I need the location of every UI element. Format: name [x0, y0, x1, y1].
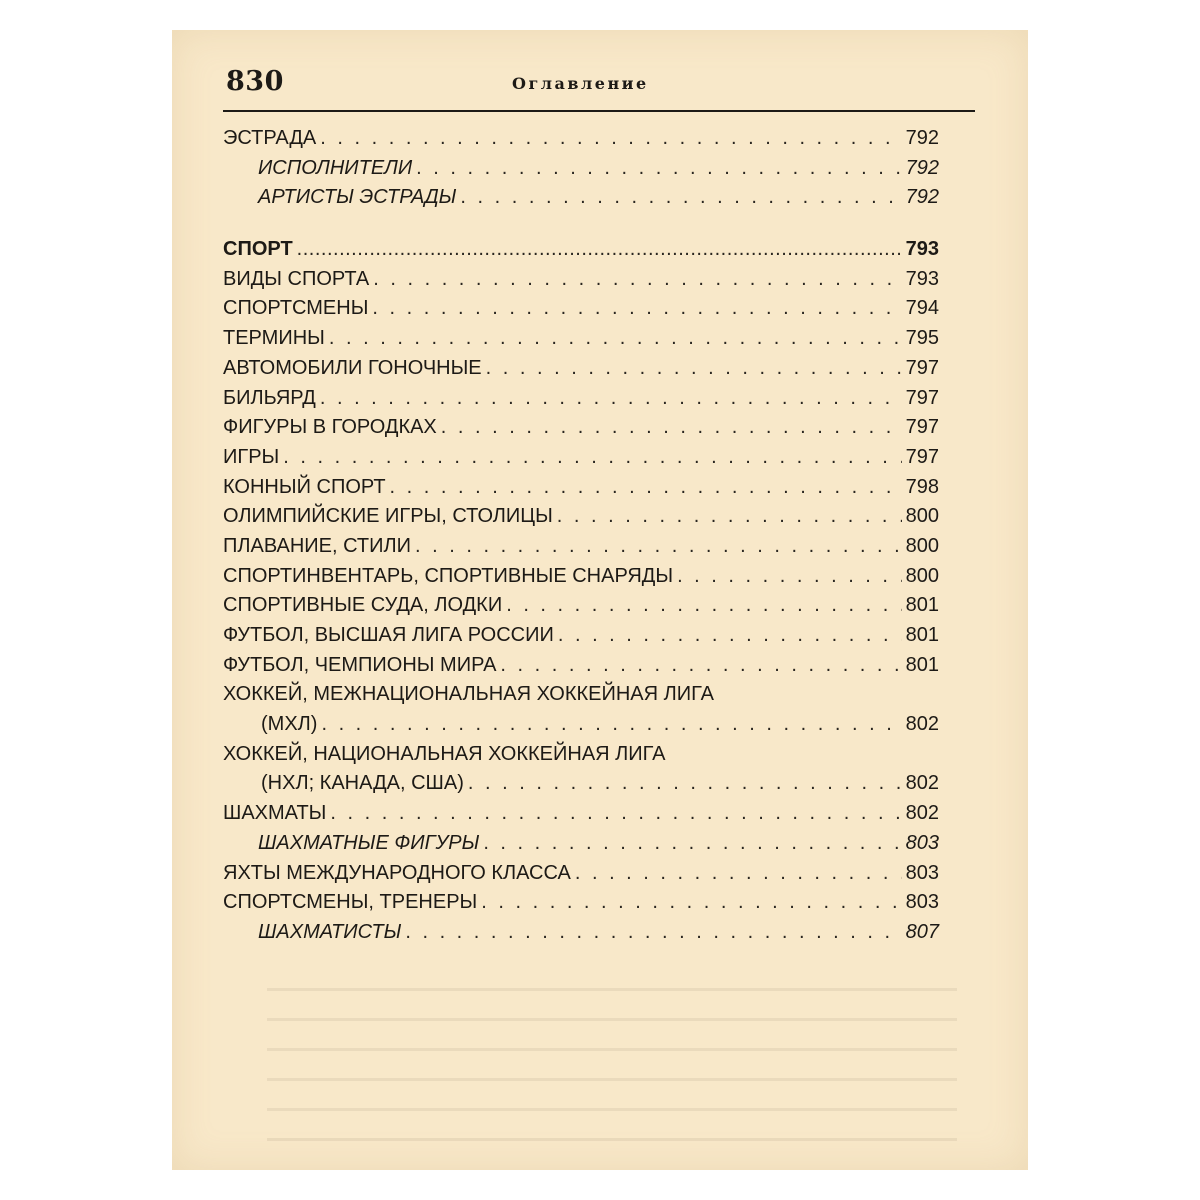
dot-leader: [297, 235, 902, 265]
toc-entry-hockey-nhl-continued: [223, 769, 939, 799]
toc-entry-sports-equipment: [223, 562, 939, 592]
dot-leader: [372, 294, 901, 324]
running-title: Оглавление: [512, 74, 649, 93]
entry-title: СПОРТИВНЫЕ СУДА, ЛОДКИ: [223, 594, 503, 617]
entry-page-number: 797: [905, 356, 939, 379]
entry-title: КОННЫЙ СПОРТ: [223, 475, 386, 498]
dot-leader: [500, 651, 901, 681]
dot-leader: [373, 265, 901, 295]
entry-title: ТЕРМИНЫ: [223, 327, 325, 350]
dot-leader: [468, 769, 902, 799]
entry-title: ВИДЫ СПОРТА: [223, 267, 370, 290]
entry-title: ОЛИМПИЙСКИЕ ИГРЫ, СТОЛИЦЫ: [223, 505, 553, 528]
entry-page-number: 797: [905, 416, 939, 439]
toc-entry-estrada-artists: [223, 183, 939, 213]
entry-title: ЯХТЫ МЕЖДУНАРОДНОГО КЛАССА: [223, 861, 571, 884]
dot-leader: [557, 502, 902, 532]
toc-entry-athletes: [223, 294, 939, 324]
dot-leader: [320, 124, 901, 154]
entry-page-number: 807: [905, 920, 939, 943]
toc-entry-football-world-champions: [223, 651, 939, 681]
book-page: [172, 30, 1028, 1170]
toc-entry-yachts: [223, 859, 939, 889]
table-of-contents: [223, 124, 939, 948]
toc-entry-equestrian: [223, 473, 939, 503]
toc-entry-chess: [223, 799, 939, 829]
entry-page-number: 802: [905, 772, 939, 795]
entry-title: СПОРТ: [223, 238, 293, 261]
entry-page-number: 800: [905, 564, 939, 587]
entry-title: БИЛЬЯРД: [223, 386, 316, 409]
toc-entry-hockey-mhl-continued: [223, 710, 939, 740]
bleed-through-text: [267, 970, 957, 1160]
toc-entry-estrada: [223, 124, 939, 154]
entry-page-number: 793: [905, 267, 939, 290]
entry-title: АРТИСТЫ ЭСТРАДЫ: [258, 186, 457, 209]
entry-page-number: 800: [905, 505, 939, 528]
entry-page-number: 793: [905, 238, 939, 261]
entry-page-number: 800: [905, 534, 939, 557]
toc-entry-gorodki-figures: [223, 413, 939, 443]
dot-leader: [460, 183, 901, 213]
entry-title: (МХЛ): [261, 713, 318, 736]
toc-entry-athletes-coaches: [223, 888, 939, 918]
entry-title: ИСПОЛНИТЕЛИ: [258, 156, 413, 179]
entry-page-number: 797: [905, 386, 939, 409]
dot-leader: [506, 591, 901, 621]
entry-page-number: 792: [905, 156, 939, 179]
entry-title: ПЛАВАНИЕ, СТИЛИ: [223, 534, 411, 557]
entry-page-number: 792: [905, 186, 939, 209]
page-header: [226, 66, 972, 110]
entry-title: ФУТБОЛ, ВЫСШАЯ ЛИГА РОССИИ: [223, 624, 554, 646]
dot-leader: [441, 413, 902, 443]
dot-leader: [390, 473, 902, 503]
entry-title: СПОРТСМЕНЫ, ТРЕНЕРЫ: [223, 891, 478, 914]
toc-entry-games: [223, 443, 939, 473]
entry-title: ИГРЫ: [223, 445, 280, 468]
dot-leader: [483, 829, 901, 859]
toc-entry-olympics: [223, 502, 939, 532]
toc-entry-sport: [223, 235, 939, 265]
entry-title: ЭСТРАДА: [223, 127, 317, 149]
toc-entry-hockey-mhl: [223, 680, 939, 710]
entry-page-number: 802: [905, 802, 939, 825]
entry-title: ШАХМАТЫ: [223, 802, 327, 825]
entry-title: (НХЛ; КАНАДА, США): [261, 772, 464, 795]
entry-title: ХОККЕЙ, МЕЖНАЦИОНАЛЬНАЯ ХОККЕЙНАЯ ЛИГА: [223, 683, 714, 706]
entry-page-number: 795: [905, 327, 939, 350]
dot-leader: [486, 354, 902, 384]
entry-page-number: 801: [905, 624, 939, 646]
toc-entry-performers: [223, 154, 939, 184]
entry-title: ШАХМАТИСТЫ: [258, 920, 402, 943]
toc-entry-sport-boats: [223, 591, 939, 621]
entry-page-number: 803: [905, 891, 939, 914]
dot-leader: [320, 384, 902, 414]
toc-entry-chess-pieces: [223, 829, 939, 859]
dot-leader: [677, 562, 902, 592]
page-number: 830: [226, 66, 284, 97]
dot-leader: [575, 859, 902, 889]
entry-title: ФУТБОЛ, ЧЕМПИОНЫ МИРА: [223, 653, 497, 676]
entry-page-number: 801: [905, 653, 939, 676]
entry-title: СПОРТСМЕНЫ: [223, 297, 369, 320]
entry-page-number: 801: [905, 594, 939, 617]
entry-title: ШАХМАТНЫЕ ФИГУРЫ: [258, 831, 480, 854]
entry-page-number: 803: [905, 831, 939, 854]
dot-leader: [330, 799, 901, 829]
entry-title: АВТОМОБИЛИ ГОНОЧНЫЕ: [223, 356, 482, 379]
entry-page-number: 802: [905, 713, 939, 736]
toc-entry-sport-types: [223, 265, 939, 295]
toc-entry-swimming: [223, 532, 939, 562]
dot-leader: [416, 154, 901, 184]
dot-leader: [329, 324, 902, 354]
entry-title: ФИГУРЫ В ГОРОДКАХ: [223, 416, 437, 439]
dot-leader: [321, 710, 901, 740]
header-rule: [223, 110, 975, 112]
toc-entry-terms: [223, 324, 939, 354]
entry-page-number: 803: [905, 861, 939, 884]
toc-entry-football-premier-league: [223, 621, 939, 651]
toc-entry-billiards: [223, 384, 939, 414]
entry-page-number: 794: [905, 297, 939, 320]
entry-title: СПОРТИНВЕНТАРЬ, СПОРТИВНЫЕ СНАРЯДЫ: [223, 564, 674, 587]
dot-leader: [405, 918, 901, 948]
dot-leader: [481, 888, 901, 918]
dot-leader: [558, 621, 902, 651]
entry-page-number: 798: [905, 475, 939, 498]
entry-page-number: 792: [905, 127, 939, 149]
toc-entry-hockey-nhl: [223, 740, 939, 770]
entry-page-number: 797: [905, 445, 939, 468]
dot-leader: [415, 532, 902, 562]
dot-leader: [283, 443, 901, 473]
toc-entry-racing-cars: [223, 354, 939, 384]
toc-entry-chess-players: [223, 918, 939, 948]
entry-title: ХОККЕЙ, НАЦИОНАЛЬНАЯ ХОККЕЙНАЯ ЛИГА: [223, 742, 666, 765]
